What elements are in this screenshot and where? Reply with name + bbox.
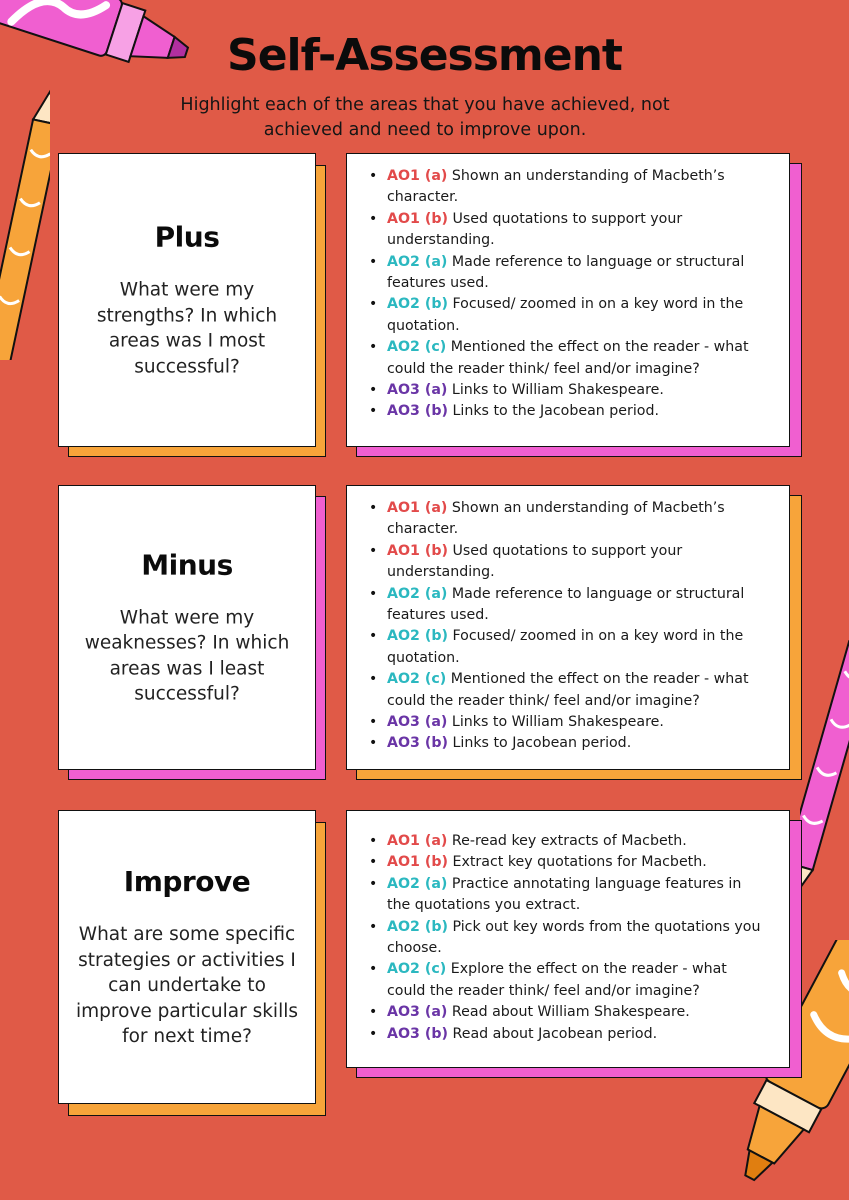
section-heading: Minus — [141, 548, 233, 581]
criteria-code: AO2 (c) — [387, 671, 447, 688]
criteria-code: AO3 (a) — [387, 714, 448, 731]
criteria-code: AO2 (b) — [387, 628, 448, 645]
criteria-item[interactable] — [387, 733, 765, 754]
criteria-code: AO1 (a) — [387, 833, 448, 849]
minus-card — [58, 485, 316, 770]
criteria-text: Mentioned the effect on the reader - what could the reader think/ feel and/or imagine? — [387, 339, 749, 377]
improve-criteria-card — [346, 810, 790, 1068]
criteria-text: Links to Jacobean period. — [452, 735, 632, 752]
criteria-code: AO1 (b) — [387, 854, 448, 871]
criteria-text: Pick out key words from the quotations you choose. — [387, 918, 761, 957]
criteria-code: AO3 (b) — [387, 403, 448, 420]
criteria-text: Links to William Shakespeare. — [451, 714, 664, 731]
section-question: What were my weaknesses? In which areas was I least successful? — [84, 607, 290, 705]
criteria-item[interactable] — [387, 252, 765, 295]
criteria-code: AO2 (b) — [387, 918, 448, 935]
criteria-item[interactable] — [387, 1024, 765, 1045]
criteria-item[interactable] — [387, 584, 765, 627]
criteria-item[interactable] — [387, 917, 765, 960]
criteria-list — [369, 166, 765, 423]
criteria-text: Used quotations to support your understanding. — [387, 542, 683, 581]
criteria-text: Mentioned the effect on the reader - what could the reader think/ feel and/or imagine? — [387, 671, 749, 709]
criteria-item[interactable] — [387, 294, 765, 337]
criteria-item[interactable] — [387, 209, 765, 252]
criteria-item[interactable] — [387, 669, 765, 712]
criteria-text: Shown an understanding of Macbeth’s character. — [387, 168, 725, 206]
criteria-item[interactable] — [387, 166, 765, 209]
criteria-code: AO1 (a) — [387, 500, 448, 516]
criteria-item[interactable] — [387, 1002, 765, 1023]
criteria-text: Read about William Shakespeare. — [451, 1004, 690, 1021]
criteria-item[interactable] — [387, 959, 765, 1002]
criteria-text: Read about Jacobean period. — [452, 1025, 658, 1042]
criteria-item[interactable] — [387, 852, 765, 873]
criteria-item[interactable] — [387, 337, 765, 380]
section-heading: Improve — [123, 864, 251, 898]
criteria-code: AO1 (b) — [387, 210, 448, 227]
criteria-text: Made reference to language or structural features used. — [387, 585, 745, 624]
criteria-code: AO1 (a) — [387, 168, 448, 184]
criteria-text: Used quotations to support your understanding. — [387, 210, 683, 249]
criteria-item[interactable] — [387, 712, 765, 733]
plus-card — [58, 153, 316, 447]
criteria-text: Explore the effect on the reader - what could the reader think/ feel and/or imagine? — [387, 961, 727, 999]
criteria-code: AO3 (a) — [387, 1004, 448, 1021]
criteria-text: Focused/ zoomed in on a key word in the quotation. — [387, 628, 744, 666]
section-question: What are some specific strategies or activities I can undertake to improve particular skills for next time? — [76, 923, 298, 1047]
criteria-item[interactable] — [387, 831, 765, 852]
criteria-code: AO3 (a) — [387, 382, 448, 399]
section-heading: Plus — [154, 220, 220, 254]
criteria-item[interactable] — [387, 498, 765, 541]
criteria-text: Focused/ zoomed in on a key word in the quotation. — [387, 296, 744, 334]
criteria-code: AO2 (a) — [387, 875, 448, 892]
page-subtitle: Highlight each of the areas that you have achieved, not achieved and need to improve upon. — [180, 95, 670, 140]
criteria-text: Extract key quotations for Macbeth. — [452, 854, 707, 871]
criteria-list — [369, 831, 765, 1045]
orange-pencil-icon — [0, 80, 50, 360]
pink-pencil-icon — [800, 640, 849, 920]
plus-criteria-card — [346, 153, 790, 447]
criteria-code: AO2 (c) — [387, 339, 447, 356]
criteria-item[interactable] — [387, 401, 765, 422]
criteria-text: Shown an understanding of Macbeth’s character. — [387, 500, 725, 538]
improve-card — [58, 810, 316, 1104]
criteria-code: AO3 (b) — [387, 1025, 448, 1042]
criteria-text: Links to William Shakespeare. — [451, 382, 664, 399]
criteria-code: AO1 (b) — [387, 542, 448, 559]
criteria-text: Made reference to language or structural features used. — [387, 253, 745, 292]
criteria-item[interactable] — [387, 380, 765, 401]
criteria-text: Links to the Jacobean period. — [452, 403, 659, 420]
page-title: Self-Assessment — [227, 30, 622, 81]
minus-criteria-card — [346, 485, 790, 770]
criteria-code: AO2 (c) — [387, 961, 447, 978]
criteria-item[interactable] — [387, 626, 765, 669]
criteria-item[interactable] — [387, 541, 765, 584]
criteria-list — [369, 498, 765, 755]
criteria-code: AO2 (a) — [387, 253, 448, 270]
section-question: What were my strengths? In which areas was I most successful? — [96, 279, 278, 377]
criteria-code: AO3 (b) — [387, 735, 448, 752]
criteria-text: Practice annotating language features in the quotations you extract. — [387, 875, 742, 914]
criteria-item[interactable] — [387, 874, 765, 917]
criteria-text: Re-read key extracts of Macbeth. — [451, 833, 687, 849]
criteria-code: AO2 (a) — [387, 585, 448, 602]
criteria-code: AO2 (b) — [387, 296, 448, 313]
